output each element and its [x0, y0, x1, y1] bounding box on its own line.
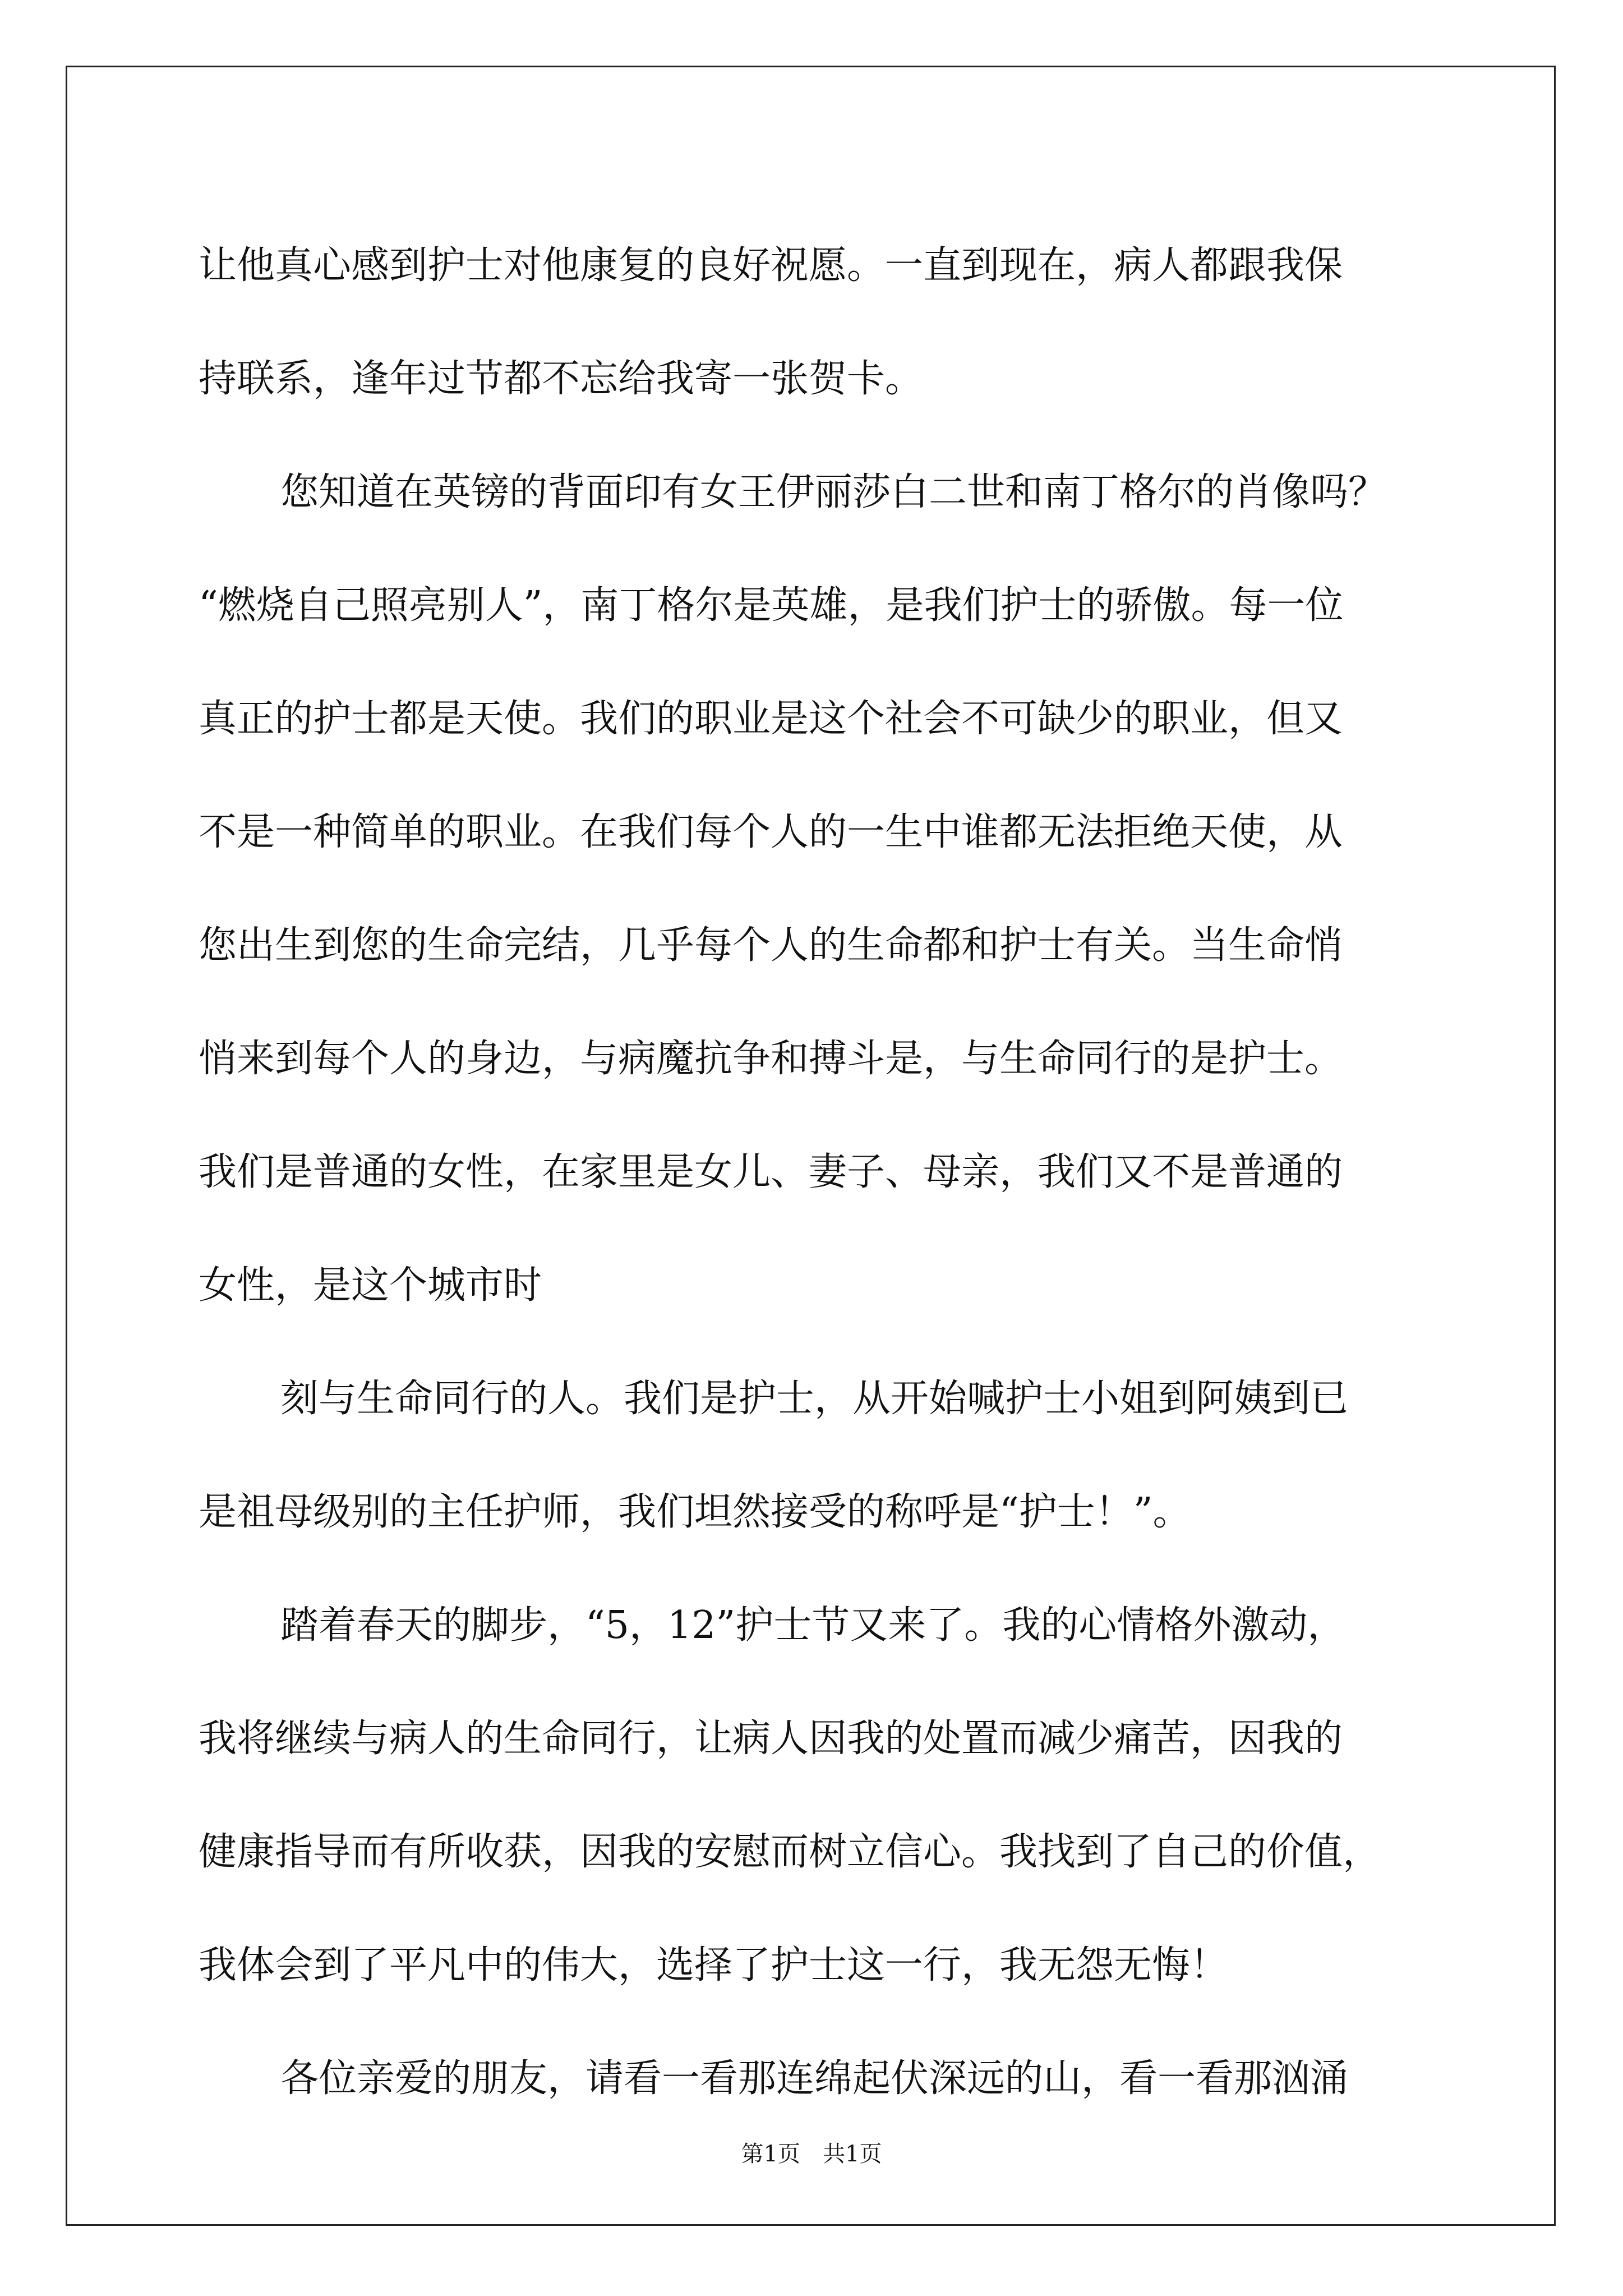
text-line: 女性，是这个城市时 — [199, 1263, 542, 1308]
text-line: 我们是普通的女性，在家里是女儿、妻子、母亲，我们又不是普通的 — [199, 1150, 1343, 1194]
text-line: 是祖母级别的主任护师，我们坦然接受的称呼是“护士！”。 — [199, 1490, 1191, 1534]
text-line: 您知道在英镑的背面印有女王伊丽莎白二世和南丁格尔的肖像吗？ — [280, 470, 1387, 514]
text-line: 悄来到每个人的身边，与病魔抗争和搏斗是，与生命同行的是护士。 — [199, 1037, 1343, 1081]
text-line: 真正的护士都是天使。我们的职业是这个社会不可缺少的职业，但又 — [199, 697, 1343, 741]
text-line: 我体会到了平凡中的伟大，选择了护士这一行，我无怨无悔！ — [199, 1943, 1229, 1987]
text-line: 您出生到您的生命完结，几乎每个人的生命都和护士有关。当生命悄 — [199, 923, 1343, 968]
text-line: 不是一种简单的职业。在我们每个人的一生中谁都无法拒绝天使，从 — [199, 810, 1343, 854]
page-number: 第1页 — [741, 2141, 800, 2167]
page-total: 共1页 — [823, 2141, 882, 2167]
text-line: 让他真心感到护士对他康复的良好祝愿。一直到现在，病人都跟我保 — [199, 243, 1343, 288]
text-line: 踏着春天的脚步，“5，12”护士节又来了。我的心情格外激动， — [280, 1603, 1346, 1648]
text-line: 各位亲爱的朋友，请看一看那连绵起伏深远的山，看一看那汹涌 — [280, 2056, 1349, 2101]
page-footer — [0, 2138, 1623, 2170]
text-line: 刻与生命同行的人。我们是护士，从开始喊护士小姐到阿姨到已 — [280, 1377, 1349, 1421]
document-body — [199, 209, 1421, 2136]
text-line: “燃烧自己照亮别人”，南丁格尔是英雄，是我们护士的骄傲。每一位 — [199, 583, 1344, 628]
text-line: 健康指导而有所收获，因我的安慰而树立信心。我找到了自己的价值， — [199, 1830, 1381, 1874]
text-line: 我将继续与病人的生命同行，让病人因我的处置而减少痛苦，因我的 — [199, 1717, 1343, 1761]
text-line: 持联系，逢年过节都不忘给我寄一张贺卡。 — [199, 357, 924, 401]
